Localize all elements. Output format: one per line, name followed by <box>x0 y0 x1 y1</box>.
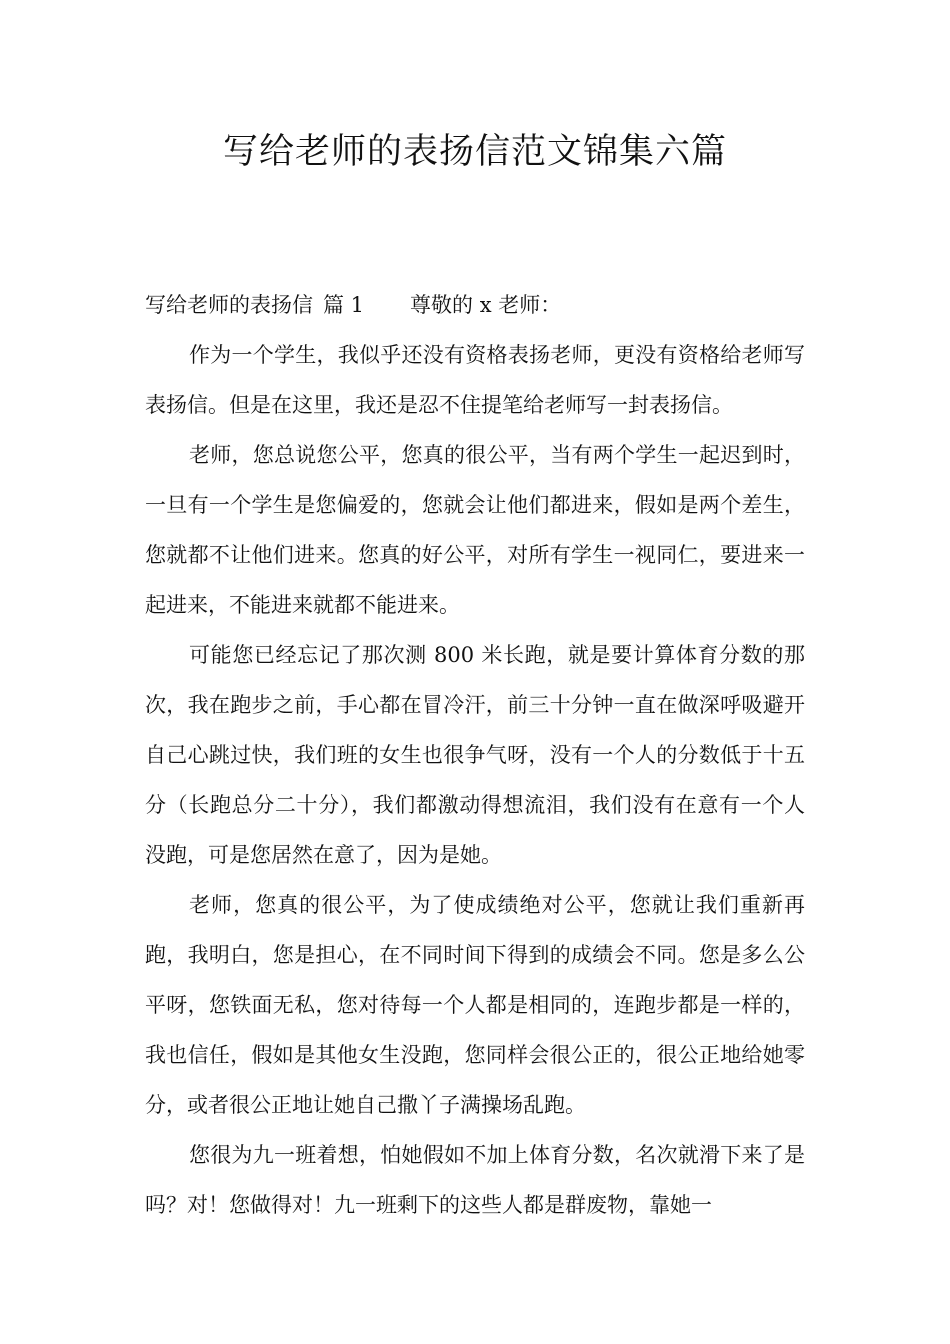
paragraph: 您很为九一班着想，怕她假如不加上体育分数，名次就滑下来了是吗？对！您做得对！九一班剩下的这些人都是群废物，靠她一 <box>145 1143 805 1217</box>
letter-heading <box>145 280 805 330</box>
document-title: 写给老师的表扬信范文锦集六篇 <box>222 132 727 172</box>
heading-part-number: 篇 1 <box>323 293 365 317</box>
document-body <box>145 280 805 1230</box>
paragraph: 可能您已经忘记了那次测 800 米长跑，就是要计算体育分数的那次，我在跑步之前，手心都在冒冷汗，前三十分钟一直在做深呼吸避开自己心跳过快，我们班的女生也很争气呀，没有一个人的分数低于十五分（长跑总分二十分），我们都激动得想流泪，我们没有在意有一个人没跑，可是您居然在意了，因为是她。 <box>145 643 805 867</box>
paragraph: 老师，您总说您公平，您真的很公平，当有两个学生一起迟到时，一旦有一个学生是您偏爱的，您就会让他们都进来，假如是两个差生，您就都不让他们进来。您真的好公平，对所有学生一视同仁，要进来一起进来，不能进来就都不能进来。 <box>145 443 805 617</box>
heading-topic: 写给老师的表扬信 <box>145 293 313 317</box>
letter-salutation: 尊敬的 x 老师： <box>410 293 562 317</box>
paragraph: 作为一个学生，我似乎还没有资格表扬老师，更没有资格给老师写表扬信。但是在这里，我还是忍不住提笔给老师写一封表扬信。 <box>145 343 805 417</box>
paragraph: 老师，您真的很公平，为了使成绩绝对公平，您就让我们重新再跑，我明白，您是担心，在不同时间下得到的成绩会不同。您是多么公平呀，您铁面无私，您对待每一个人都是相同的，连跑步都是一样的，我也信任，假如是其他女生没跑，您同样会很公正的，很公正地给她零分，或者很公正地让她自己撒丫子满操场乱跑。 <box>145 893 805 1117</box>
